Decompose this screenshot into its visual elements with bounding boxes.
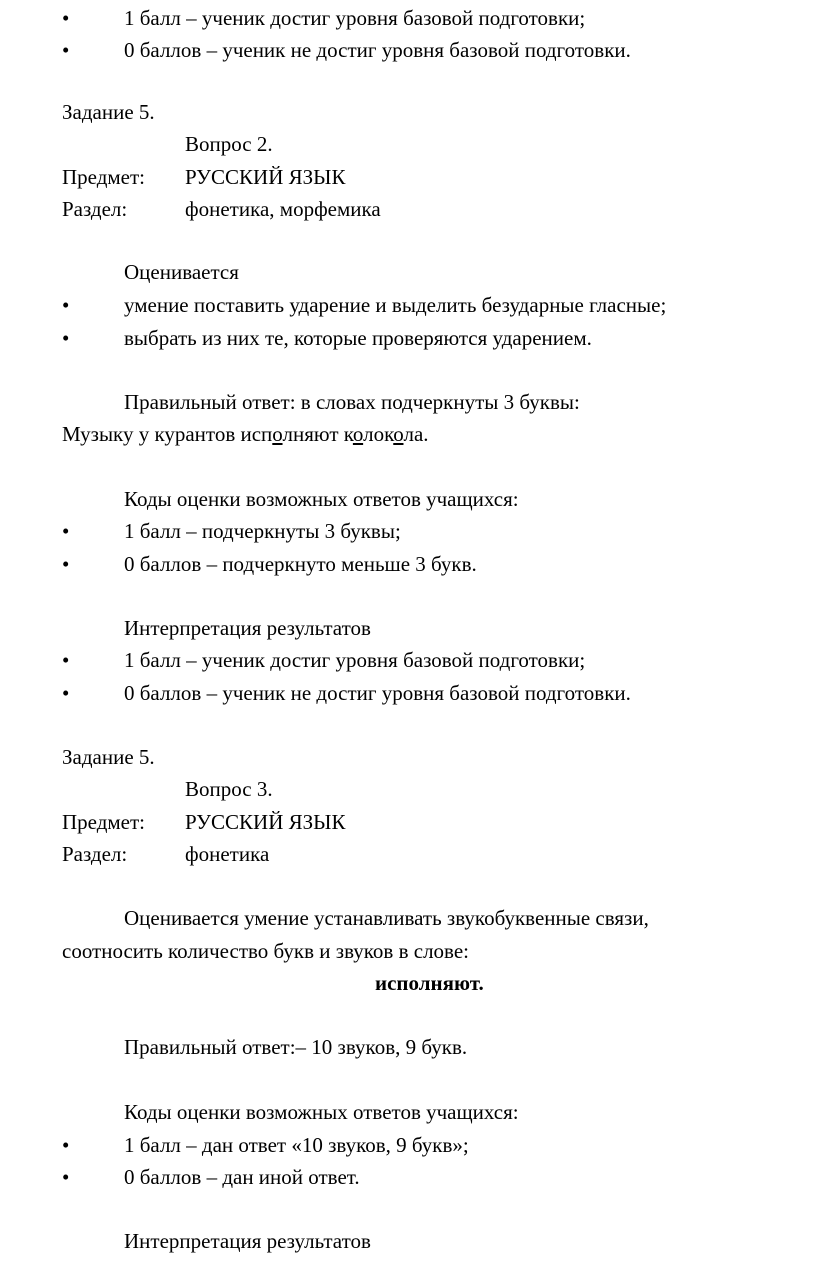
codes-heading: Коды оценки возможных ответов учащихся: <box>124 1100 519 1124</box>
section-value: фонетика, морфемика <box>185 197 381 221</box>
bullet: • <box>62 681 70 705</box>
sentence-part: Музыку у курантов исп <box>62 422 273 446</box>
underlined-letter: о <box>352 422 364 446</box>
subject-label: Предмет: <box>62 165 146 189</box>
answer-line: Правильный ответ: в словах подчеркнуты 3 буквы: <box>124 390 580 414</box>
bullet: • <box>62 552 70 576</box>
bullet: • <box>62 38 70 62</box>
bullet: • <box>62 293 70 317</box>
bullet: • <box>62 326 70 350</box>
list-item-text: умение поставить ударение и выделить безударные гласные; <box>124 293 667 317</box>
sentence-part: лняют к <box>282 422 353 446</box>
list-item-text: 1 балл – ученик достиг уровня базовой подготовки; <box>124 648 586 672</box>
bullet: • <box>62 519 70 543</box>
task-heading: Задание 5. <box>62 745 155 769</box>
question-heading: Вопрос 2. <box>185 132 273 156</box>
question-heading: Вопрос 3. <box>185 777 273 801</box>
example-sentence <box>62 422 429 446</box>
bullet: • <box>62 648 70 672</box>
bullet: • <box>62 1133 70 1157</box>
bullet: • <box>62 1165 70 1189</box>
interp-heading: Интерпретация результатов <box>124 1229 371 1253</box>
list-item-text: 1 балл – подчеркнуты 3 буквы; <box>124 519 401 543</box>
list-item-text: 0 баллов – ученик не достиг уровня базовой подготовки. <box>124 38 631 62</box>
list-item-text: выбрать из них те, которые проверяются ударением. <box>124 326 592 350</box>
list-item-text: 1 балл – дан ответ «10 звуков, 9 букв»; <box>124 1133 469 1157</box>
list-item-text: 0 баллов – дан иной ответ. <box>124 1165 360 1189</box>
underlined-letter: о <box>272 422 283 446</box>
answer-line: Правильный ответ:– 10 звуков, 9 букв. <box>124 1035 468 1059</box>
section-label: Раздел: <box>62 197 128 221</box>
list-item-text: 0 баллов – ученик не достиг уровня базовой подготовки. <box>124 681 631 705</box>
example-word: исполняют. <box>375 971 484 995</box>
sentence-part: лок <box>363 422 394 446</box>
task-heading: Задание 5. <box>62 100 155 124</box>
subject-value: РУССКИЙ ЯЗЫК <box>185 165 346 189</box>
underlined-letter: о <box>393 422 404 446</box>
list-item-text: 1 балл – ученик достиг уровня базовой подготовки; <box>124 6 586 30</box>
section-label: Раздел: <box>62 842 128 866</box>
bullet: • <box>62 6 70 30</box>
assessed-line: соотносить количество букв и звуков в слове: <box>62 939 469 963</box>
subject-label: Предмет: <box>62 810 146 834</box>
interp-heading: Интерпретация результатов <box>124 616 371 640</box>
assessed-line: Оценивается умение устанавливать звукобуквенные связи, <box>124 906 649 930</box>
codes-heading: Коды оценки возможных ответов учащихся: <box>124 487 519 511</box>
subject-value: РУССКИЙ ЯЗЫК <box>185 810 346 834</box>
list-item-text: 0 баллов – подчеркнуто меньше 3 букв. <box>124 552 477 576</box>
section-value: фонетика <box>185 842 270 866</box>
sentence-part: ла. <box>403 422 429 446</box>
assessed-heading: Оценивается <box>124 260 239 284</box>
